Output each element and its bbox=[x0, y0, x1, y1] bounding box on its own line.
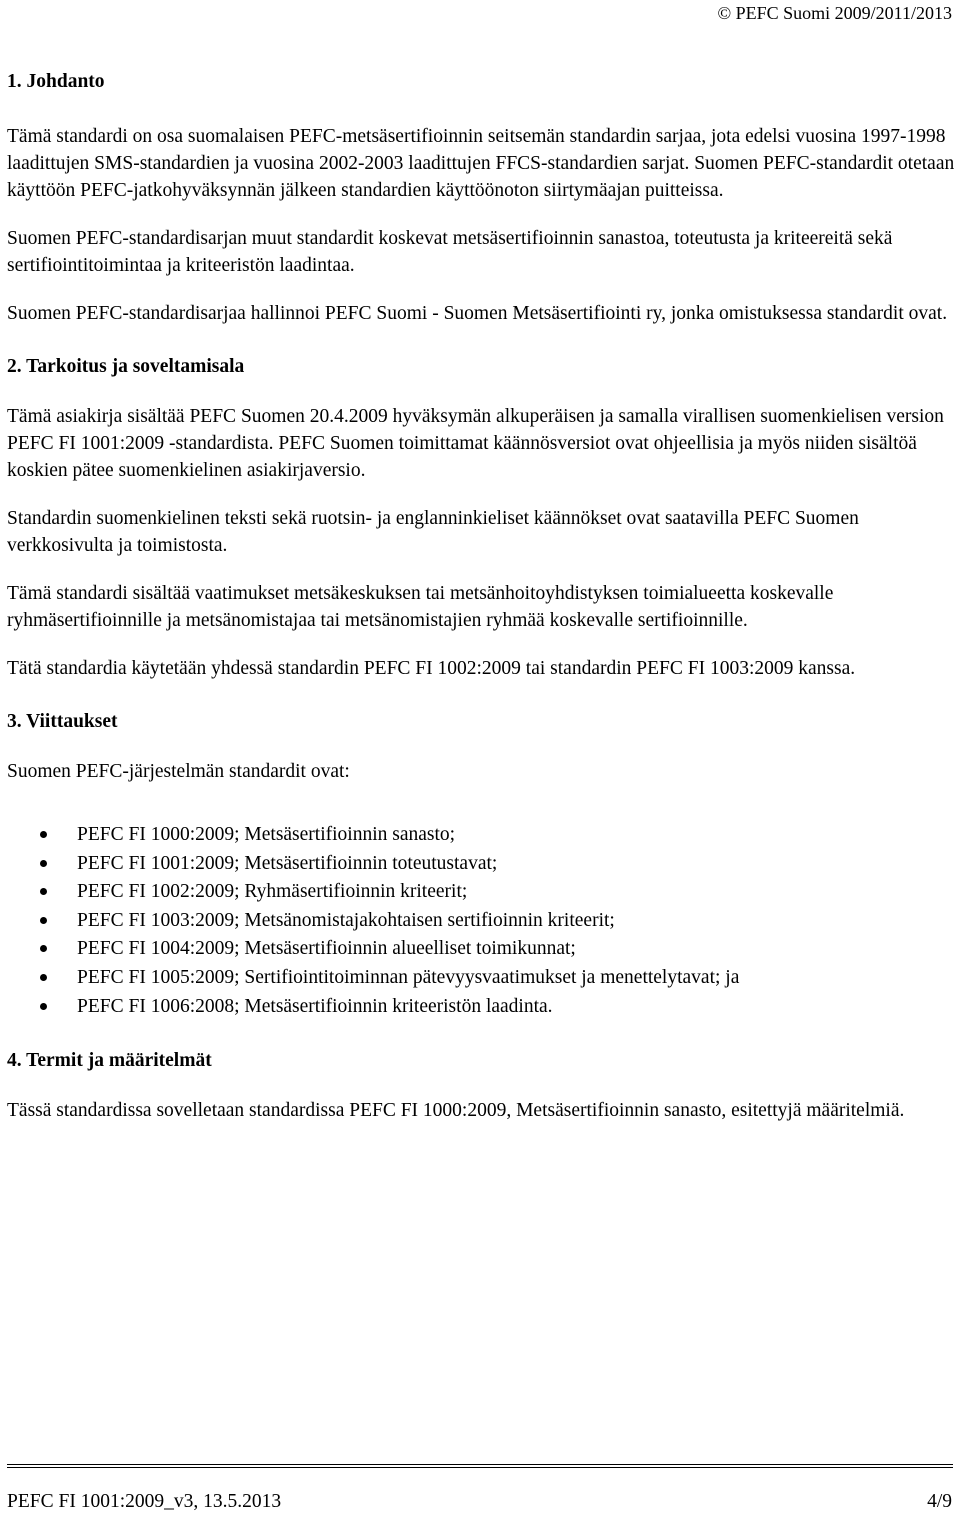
list-item-text: PEFC FI 1001:2009; Metsäsertifioinnin toteutustavat; bbox=[77, 852, 498, 874]
list-item-text: PEFC FI 1004:2009; Metsäsertifioinnin alueelliset toimikunnat; bbox=[77, 938, 576, 960]
section-4-heading: 4. Termit ja määritelmät bbox=[7, 1050, 212, 1072]
section-2-paragraph-1: Tämä asiakirja sisältää PEFC Suomen 20.4.2009 hyväksymän alkuperäisen ja samalla virallisen suomenkielisen version PEFC FI 1001:2009 -standardista. PEFC Suomen toimittamat käännösversiot ovat ohjeellisia ja myös niiden sisältöä koskien pätee suomenkielinen asiakirjaversio. bbox=[7, 406, 944, 481]
footer-page-number: 4/9 bbox=[927, 1491, 952, 1512]
list-item-text: PEFC FI 1002:2009; Ryhmäsertifioinnin kriteerit; bbox=[77, 881, 468, 903]
footer-divider bbox=[7, 1467, 953, 1468]
bullet-icon bbox=[40, 860, 47, 867]
list-item bbox=[7, 850, 957, 879]
list-item bbox=[7, 964, 957, 993]
header-copyright: © PEFC Suomi 2009/2011/2013 bbox=[717, 3, 952, 23]
section-1-paragraph-2: Suomen PEFC-standardisarjan muut standardit koskevat metsäsertifioinnin sanastoa, toteutusta ja kriteereitä sekä sertifiointitoimintaa ja kriteeristön laadintaa. bbox=[7, 228, 893, 276]
section-1-heading: 1. Johdanto bbox=[7, 71, 105, 92]
list-item bbox=[7, 821, 957, 850]
list-item bbox=[7, 878, 957, 907]
section-2-paragraph-4: Tätä standardia käytetään yhdessä standardin PEFC FI 1002:2009 tai standardin PEFC FI 1003:2009 kanssa. bbox=[7, 658, 856, 679]
list-item-text: PEFC FI 1006:2008; Metsäsertifioinnin kriteeristön laadinta. bbox=[77, 995, 553, 1017]
bullet-icon bbox=[40, 1003, 47, 1010]
bullet-icon bbox=[40, 974, 47, 981]
section-3-heading: 3. Viittaukset bbox=[7, 711, 118, 732]
standards-list bbox=[7, 821, 957, 1021]
section-3-intro: Suomen PEFC-järjestelmän standardit ovat: bbox=[7, 761, 350, 782]
list-item-text: PEFC FI 1005:2009; Sertifiointitoiminnan pätevyysvaatimukset ja menettelytavat; ja bbox=[77, 966, 740, 988]
bullet-icon bbox=[40, 831, 47, 838]
section-1-paragraph-1: Tämä standardi on osa suomalaisen PEFC-metsäsertifioinnin seitsemän standardin sarjaa, jota edelsi vuosina 1997-1998 laadittujen SMS-standardien ja vuosina 2002-2003 laadittujen FFCS-standardien sarjat. Suomen PEFC-standardit otetaan käyttöön PEFC-jatkohyväksynnän jälkeen standardien käyttöönoton siirtymäajan puitteissa. bbox=[7, 126, 955, 201]
footer-document-id: PEFC FI 1001:2009_v3, 13.5.2013 bbox=[7, 1491, 282, 1512]
list-item bbox=[7, 993, 957, 1022]
section-4-paragraph-1: Tässä standardissa sovelletaan standardissa PEFC FI 1000:2009, Metsäsertifioinnin sanasto, esitettyjä määritelmiä. bbox=[7, 1100, 905, 1122]
bullet-icon bbox=[40, 945, 47, 952]
document-body bbox=[7, 60, 957, 1124]
bullet-icon bbox=[40, 917, 47, 924]
section-2-paragraph-2: Standardin suomenkielinen teksti sekä ruotsin- ja englanninkieliset käännökset ovat saatavilla PEFC Suomen verkkosivulta ja toimistosta. bbox=[7, 508, 859, 556]
section-2-heading: 2. Tarkoitus ja soveltamisala bbox=[7, 356, 245, 377]
section-1-paragraph-3: Suomen PEFC-standardisarjaa hallinnoi PEFC Suomi - Suomen Metsäsertifiointi ry, jonka omistuksessa standardit ovat. bbox=[7, 303, 948, 324]
footer-divider bbox=[7, 1464, 953, 1465]
list-item-text: PEFC FI 1000:2009; Metsäsertifioinnin sanasto; bbox=[77, 824, 456, 845]
bullet-icon bbox=[40, 888, 47, 895]
list-item-text: PEFC FI 1003:2009; Metsänomistajakohtaisen sertifioinnin kriteerit; bbox=[77, 909, 615, 931]
list-item bbox=[7, 907, 957, 936]
section-2-paragraph-3: Tämä standardi sisältää vaatimukset metsäkeskuksen tai metsänhoitoyhdistyksen toimialueetta koskevalle ryhmäsertifioinnille ja metsänomistajaa tai metsänomistajien ryhmää koskevalle sertifioinnille. bbox=[7, 583, 834, 631]
list-item bbox=[7, 935, 957, 964]
